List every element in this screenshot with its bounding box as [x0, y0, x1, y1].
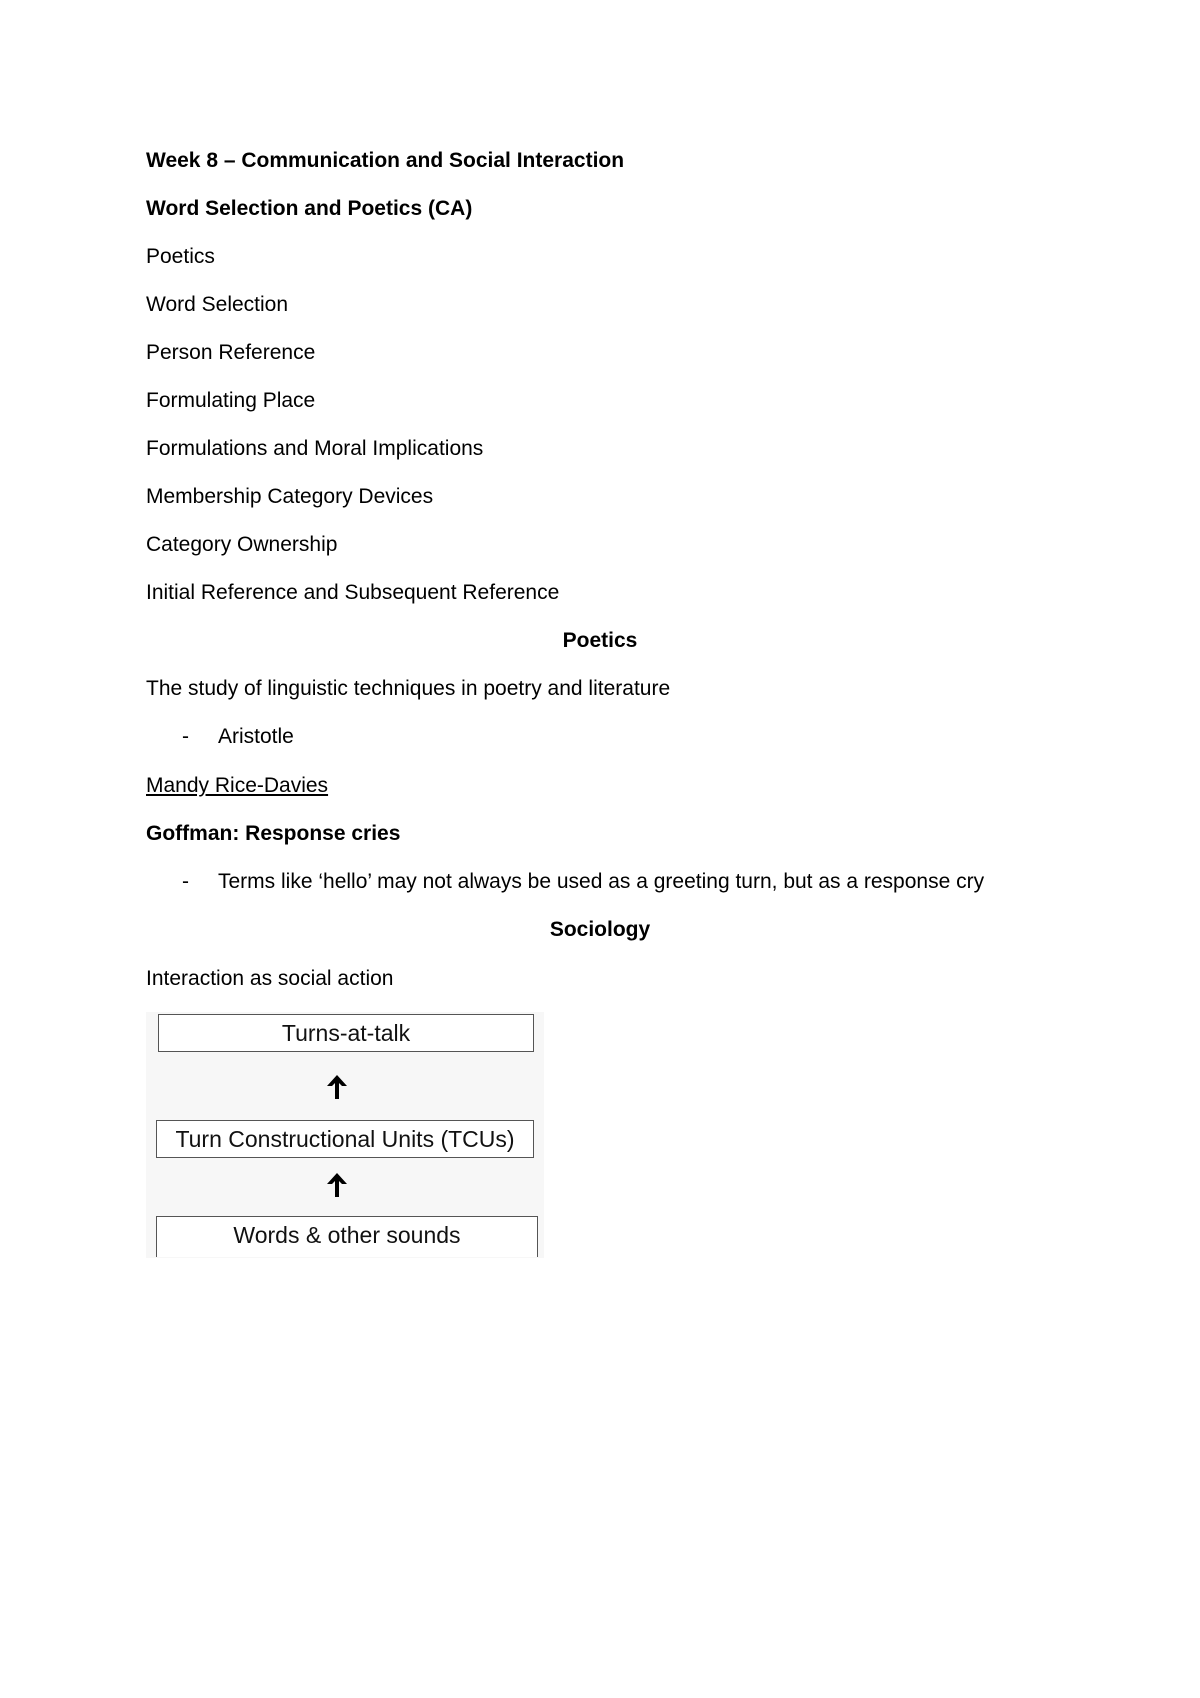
topic-item: Category Ownership — [146, 533, 338, 556]
bullet-marker: - — [182, 725, 189, 748]
topic-item: Poetics — [146, 245, 215, 268]
document-subtitle: Word Selection and Poetics (CA) — [146, 197, 473, 220]
topic-item: Membership Category Devices — [146, 485, 434, 508]
poetics-heading: Poetics — [562, 629, 638, 652]
bullet-marker: - — [182, 870, 189, 893]
up-arrow-icon — [322, 1072, 352, 1102]
interaction-diagram — [146, 1012, 544, 1258]
poetics-definition: The study of linguistic techniques in poetry and literature — [146, 677, 671, 700]
topic-item: Formulations and Moral Implications — [146, 437, 484, 460]
diagram-box-tcus: Turn Constructional Units (TCUs) — [156, 1120, 534, 1158]
topic-item: Person Reference — [146, 341, 316, 364]
goffman-heading: Goffman: Response cries — [146, 822, 401, 845]
sociology-heading: Sociology — [549, 918, 651, 941]
mandy-rice-davies-link[interactable]: Mandy Rice-Davies — [146, 774, 329, 797]
topic-item: Word Selection — [146, 293, 289, 316]
diagram-box-words-sounds: Words & other sounds — [156, 1216, 538, 1257]
sociology-intro: Interaction as social action — [146, 967, 394, 990]
goffman-bullet: Terms like ‘hello’ may not always be used as a greeting turn, but as a response cry — [218, 870, 985, 893]
poetics-bullet: Aristotle — [218, 725, 294, 748]
topic-item: Initial Reference and Subsequent Reference — [146, 581, 560, 604]
diagram-box-turns-at-talk: Turns-at-talk — [158, 1014, 534, 1052]
document-title: Week 8 – Communication and Social Interaction — [146, 149, 625, 172]
topic-item: Formulating Place — [146, 389, 316, 412]
up-arrow-icon — [322, 1170, 352, 1200]
